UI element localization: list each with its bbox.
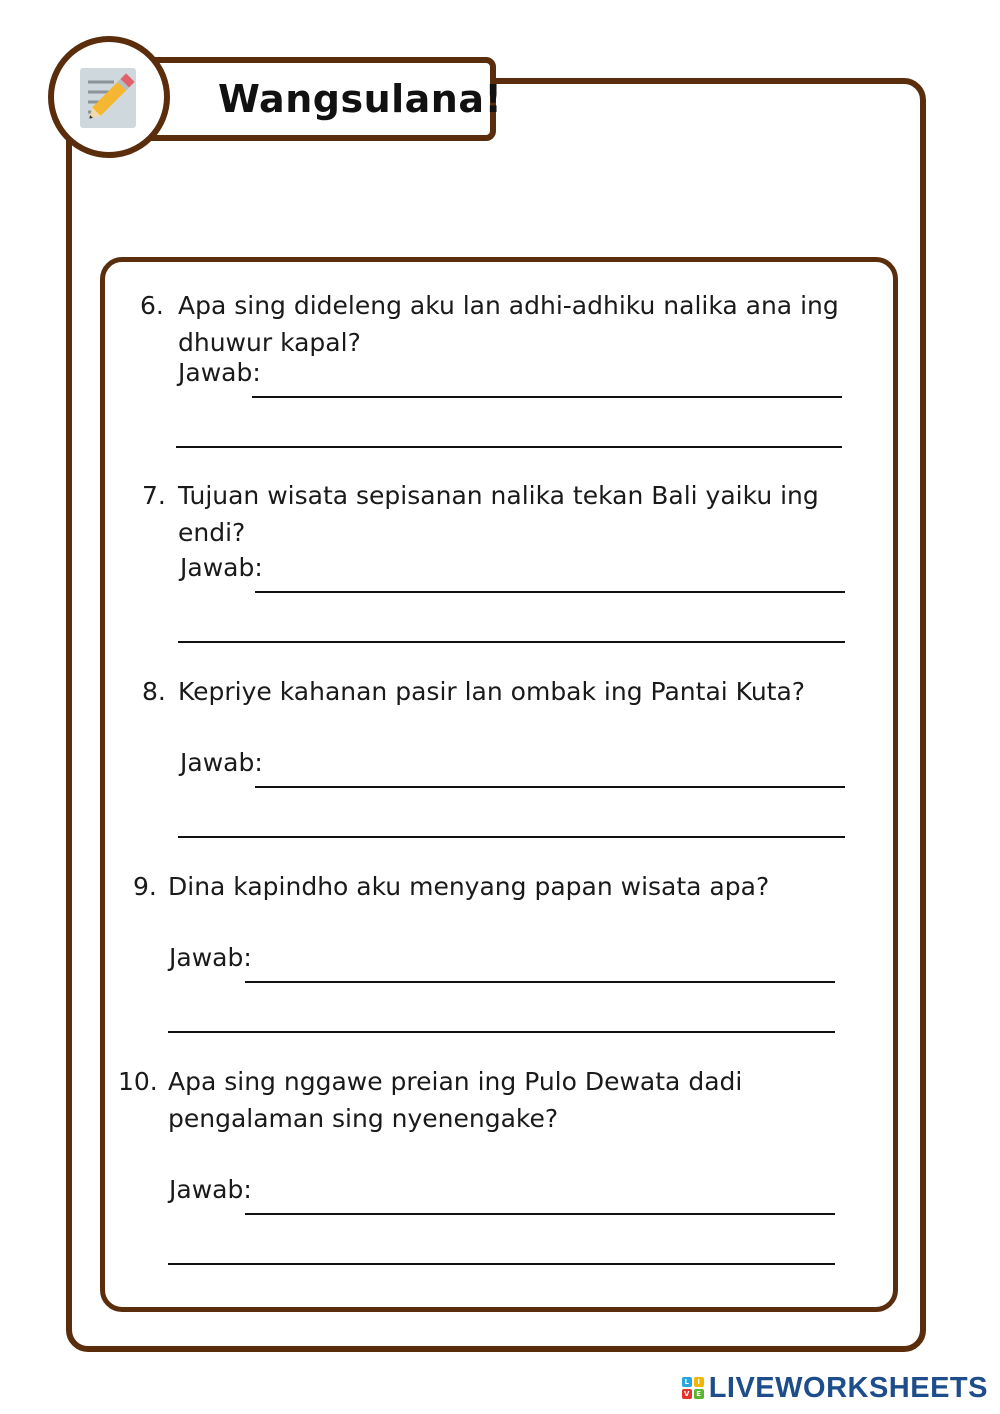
question-number: 8. [142, 677, 166, 706]
questions-panel [100, 257, 898, 1312]
question-number: 9. [133, 872, 157, 901]
pencil-memo-icon [74, 62, 144, 132]
logo-letter: E [694, 1389, 704, 1399]
answer-line[interactable] [245, 1213, 835, 1215]
logo-letter: V [682, 1389, 692, 1399]
answer-line[interactable] [178, 641, 845, 643]
question-text-line: Kepriye kahanan pasir lan ombak ing Pantai Kuta? [178, 677, 806, 706]
logo-letter: L [682, 1377, 692, 1387]
title-box [120, 57, 503, 141]
question-number: 10. [118, 1067, 158, 1096]
question-text-line: pengalaman sing nyenengake? [168, 1104, 559, 1133]
liveworksheets-watermark [682, 1368, 988, 1408]
liveworksheets-logo-icon [682, 1377, 704, 1399]
answer-line[interactable] [168, 1263, 835, 1265]
logo-letter: I [694, 1377, 704, 1387]
question-text-line: Dina kapindho aku menyang papan wisata apa? [168, 872, 770, 901]
question-text-line: endi? [178, 518, 246, 547]
answer-line[interactable] [168, 1031, 835, 1033]
answer-line[interactable] [245, 981, 835, 983]
answer-line[interactable] [255, 786, 845, 788]
question-number: 6. [140, 291, 164, 320]
answer-label: Jawab: [169, 1175, 252, 1204]
question-text-line: Tujuan wisata sepisanan nalika tekan Bali yaiku ing [178, 481, 819, 510]
question-text-line: Apa sing nggawe preian ing Pulo Dewata dadi [168, 1067, 743, 1096]
answer-line[interactable] [255, 591, 845, 593]
question-number: 7. [142, 481, 166, 510]
icon-badge [48, 36, 170, 158]
answer-label: Jawab: [178, 358, 261, 387]
answer-label: Jawab: [169, 943, 252, 972]
answer-line[interactable] [178, 836, 845, 838]
answer-line[interactable] [252, 396, 842, 398]
watermark-text: LIVEWORKSHEETS [708, 1371, 988, 1404]
page-title: Wangsulana! [218, 77, 503, 121]
question-text-line: Apa sing dideleng aku lan adhi-adhiku nalika ana ing [178, 291, 839, 320]
answer-label: Jawab: [180, 553, 263, 582]
answer-label: Jawab: [180, 748, 263, 777]
question-text-line: dhuwur kapal? [178, 328, 361, 357]
answer-line[interactable] [176, 446, 842, 448]
